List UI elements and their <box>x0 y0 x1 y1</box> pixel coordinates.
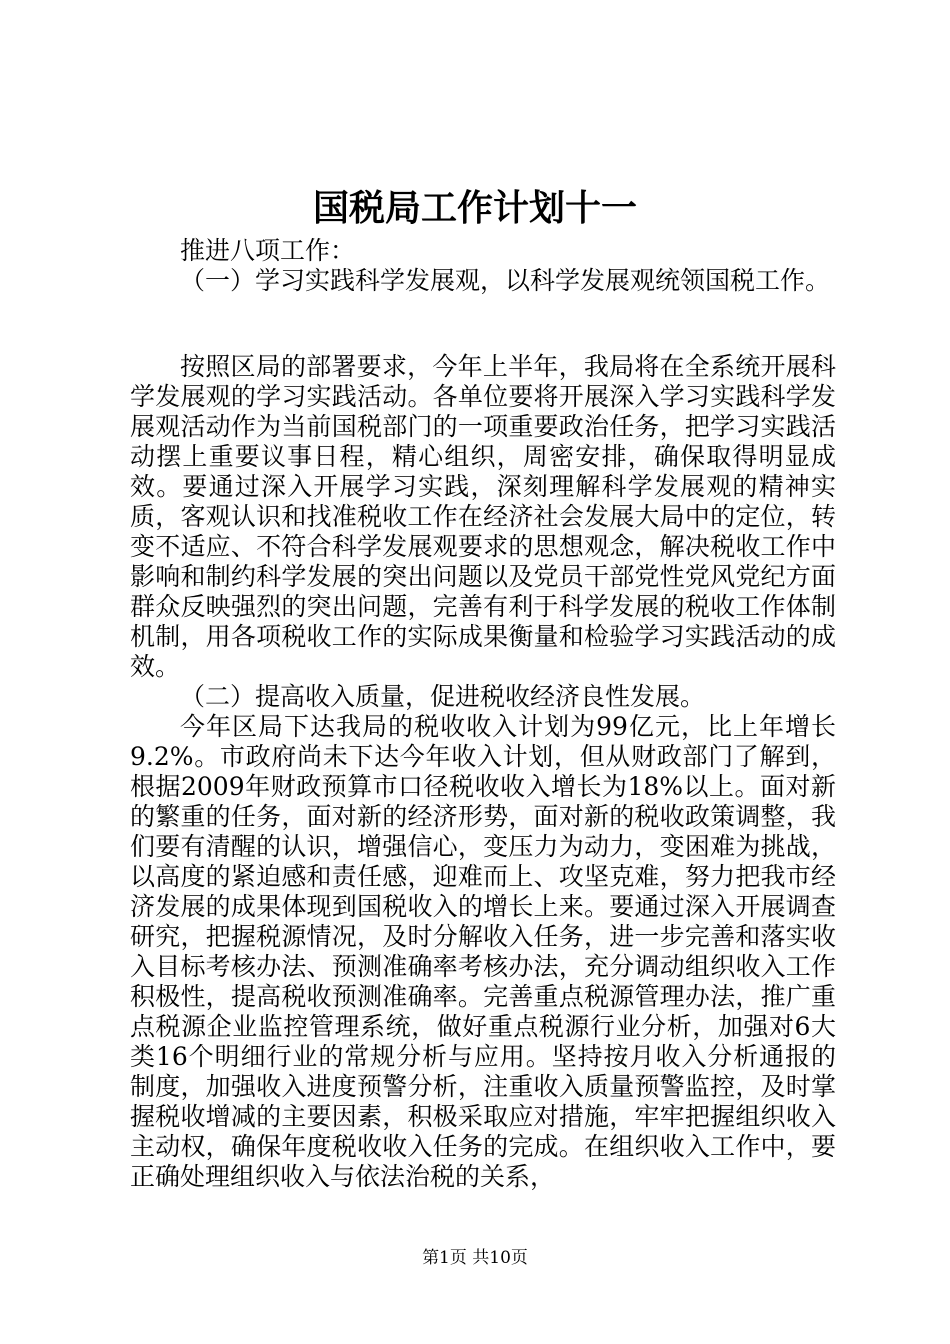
page-footer: 第1页 共10页 <box>422 1248 528 1268</box>
section2-heading: （二）提高收入质量，促进税收经济良性发展。 <box>180 682 706 711</box>
section1-heading: （一）学习实践科学发展观，以科学发展观统领国税工作。 <box>180 266 831 295</box>
paragraph-gap <box>130 296 836 352</box>
document-body <box>130 236 836 1192</box>
intro-line: 推进八项工作： <box>180 236 356 265</box>
document-title: 国税局工作计划十一 <box>312 187 637 229</box>
section2-paragraph: 今年区局下达我局的税收收入计划为99亿元，比上年增长9.2%。市政府尚未下达今年收入计划，但从财政部门了解到，根据2009年财政预算市口径税收收入增长为18%以上。面对新的繁重的任务，面对新的经济形势，面对新的税收政策调整，我们要有清醒的认识，增强信心，变压力为动力，变困难为挑战，以高度的紧迫感和责任感，迎难而上、攻坚克难，努力把我市经济发展的成果体现到国税收入的增长上来。要通过深入开展调查研究，把握税源情况，及时分解收入任务，进一步完善和落实收入目标考核办法、预测准确率考核办法，充分调动组织收入工作积极性，提高税收预测准确率。完善重点税源管理办法，推广重点税源企业监控管理系统，做好重点税源行业分析，加强对6大类16个明细行业的常规分析与应用。坚持按月收入分析通报的制度，加强收入进度预警分析，注重收入质量预警监控，及时掌握税收增减的主要因素，积极采取应对措施，牢牢把握组织收入主动权，确保年度税收收入任务的完成。在组织收入工作中，要正确处理组织收入与依法治税的关系， <box>130 712 836 1191</box>
section1-paragraph: 按照区局的部署要求，今年上半年，我局将在全系统开展科学发展观的学习实践活动。各单位要将开展深入学习实践科学发展观活动作为当前国税部门的一项重要政治任务，把学习实践活动摆上重要议事日程，精心组织，周密安排，确保取得明显成效。要通过深入开展学习实践，深刻理解科学发展观的精神实质，客观认识和找准税收工作在经济社会发展大局中的定位，转变不适应、不符合科学发展观要求的思想观念，解决税收工作中影响和制约科学发展的突出问题以及党员干部党性党风党纪方面群众反映强烈的突出问题，完善有利于科学发展的税收工作体制机制，用各项税收工作的实际成果衡量和检验学习实践活动的成效。 <box>130 352 836 681</box>
